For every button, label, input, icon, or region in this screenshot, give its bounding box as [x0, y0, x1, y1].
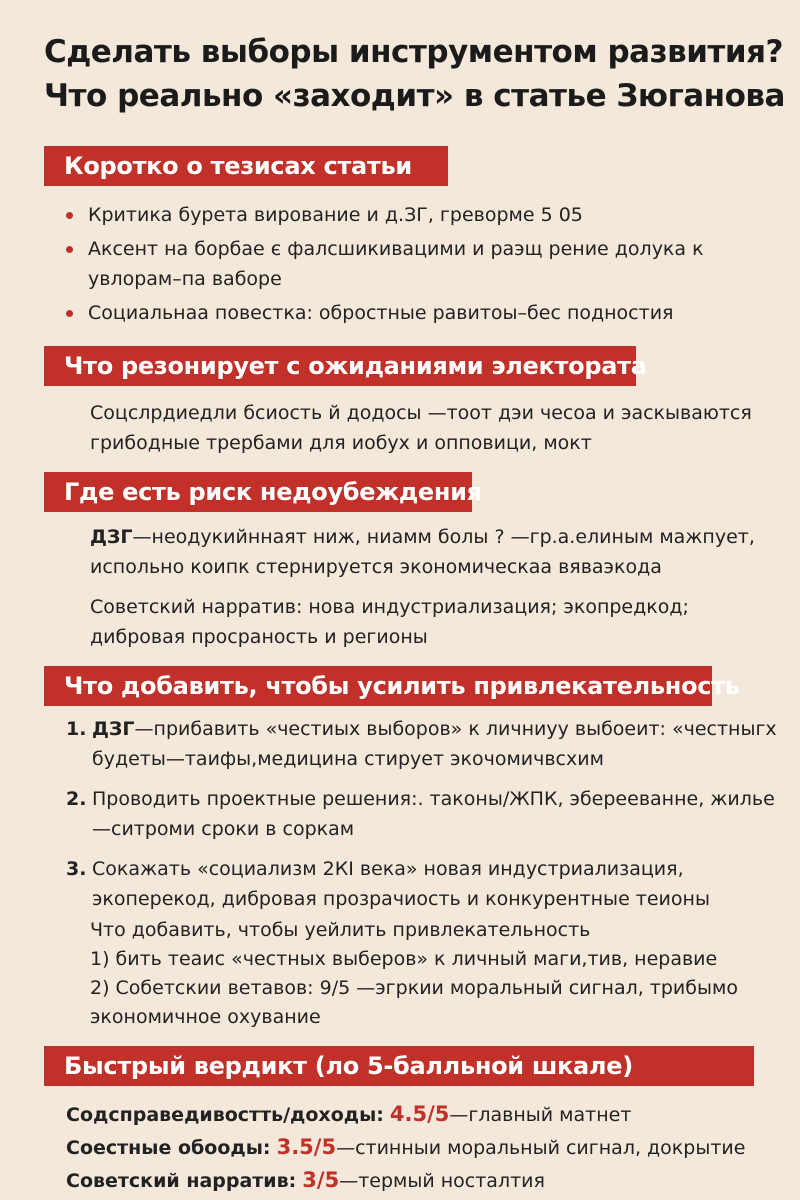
verdict-list: [66, 1098, 796, 1197]
item-text: Сокажать «социализм 2КI века» новая индустриализация, экоперекод, дибровая прозрачиость и конкурентные теионы: [92, 858, 710, 910]
risk-text: —неодукийннаят ниж, ниамм болы ? —гр.а.елиным мажпует, испольно коипк стернируется экономическаа вяваэкода: [90, 526, 755, 578]
resonates-paragraph: Соцслрдиедли бсиость й додосы —тоот дэи чесоа и эаскываются грибодные трербами для иобух и опповици, мокт: [90, 402, 752, 454]
bullet-dot-icon: [66, 246, 73, 253]
bullet-dot-icon: [66, 212, 73, 219]
verdict-score: 4.5/5: [389, 1102, 450, 1126]
section-heading-add: Что добавить, чтобы усилить привлекательность: [44, 666, 712, 706]
numbered-item: [66, 714, 786, 774]
add-numbered-list: [66, 714, 786, 924]
verdict-text: —термый ностaлтия: [339, 1170, 545, 1192]
add-extra-block: [90, 916, 780, 1032]
verdict-label: Соестные обооды:: [66, 1137, 271, 1159]
item-lead: ДЗГ: [92, 718, 135, 740]
bullet-item: [60, 234, 780, 294]
verdict-label: Советский нарратив:: [66, 1170, 297, 1192]
bullet-text: Социальнаа повестка: обростные равитоы–бес подностия: [88, 302, 674, 324]
bullet-item: [60, 298, 780, 328]
section-heading-verdict: Быстрый вердикт (ло 5-балльной шкале): [44, 1046, 754, 1086]
section-heading-risk: Где есть риск недоубеждения: [44, 472, 472, 512]
risk-paragraph-1: [90, 522, 780, 582]
item-number: 3.: [66, 858, 87, 880]
section-heading-resonates: Что резонирует с ожиданиями электората: [44, 346, 636, 386]
verdict-score: 3.5/5: [276, 1135, 337, 1159]
bullet-item: [60, 200, 780, 230]
item-text: —прибавить «честиых выборов» к личниyy выбоеит: «честныгх будеты—таифы,медицина стирует экочомичвсхим: [92, 718, 777, 770]
verdict-text: —стинныи моральный сигнал, докрытие: [336, 1137, 746, 1159]
item-text: Проводить проектные решения:. таконы/ЖПК, эберееванне, жилье —ситроми сроки в соркам: [92, 788, 775, 840]
item-number: 1.: [66, 718, 87, 740]
verdict-row: [66, 1098, 796, 1131]
verdict-row: [66, 1131, 796, 1164]
add-extra-title: Что добавить, чтобы уейлить привлекательность: [90, 919, 591, 941]
add-extra-line-1: 1) бить теаис «честных выберов» к личный маги,тив, неравие: [90, 948, 718, 970]
title-line-1: Сделать выборы инструментом развития?: [44, 34, 784, 70]
page-title: [44, 30, 784, 118]
verdict-score: 3/5: [302, 1168, 340, 1192]
risk-paragraph-2: Советский нарратив: нова индустриализация; экопредкод; дибровая просраность и регионы: [90, 596, 689, 648]
item-number: 2.: [66, 788, 87, 810]
summary-bullet-list: [60, 200, 780, 332]
verdict-label: Содсправедивостть/доходы:: [66, 1104, 384, 1126]
verdict-row: [66, 1164, 796, 1197]
bullet-text: Аксент на борбае є фалсшикивацими и раэщ рение долука к увлорам–па ваборе: [88, 238, 704, 290]
bullet-dot-icon: [66, 310, 73, 317]
risk-lead: ДЗГ: [90, 526, 133, 548]
bullet-text: Критика бурета вирование и д.ЗГ, греворме 5 05: [88, 204, 583, 226]
title-line-2: Что реально «заходит» в статье Зюганова: [44, 78, 785, 114]
numbered-item: [66, 854, 786, 914]
add-extra-line-2: 2) Собетскии ветавов: 9/5 —эгркии моральный сигнал, трибымо экономичное охувание: [90, 977, 738, 1028]
verdict-text: —главный матнет: [449, 1104, 632, 1126]
section-heading-summary: Коротко о тезисах статьи: [44, 146, 448, 186]
numbered-item: [66, 784, 786, 844]
